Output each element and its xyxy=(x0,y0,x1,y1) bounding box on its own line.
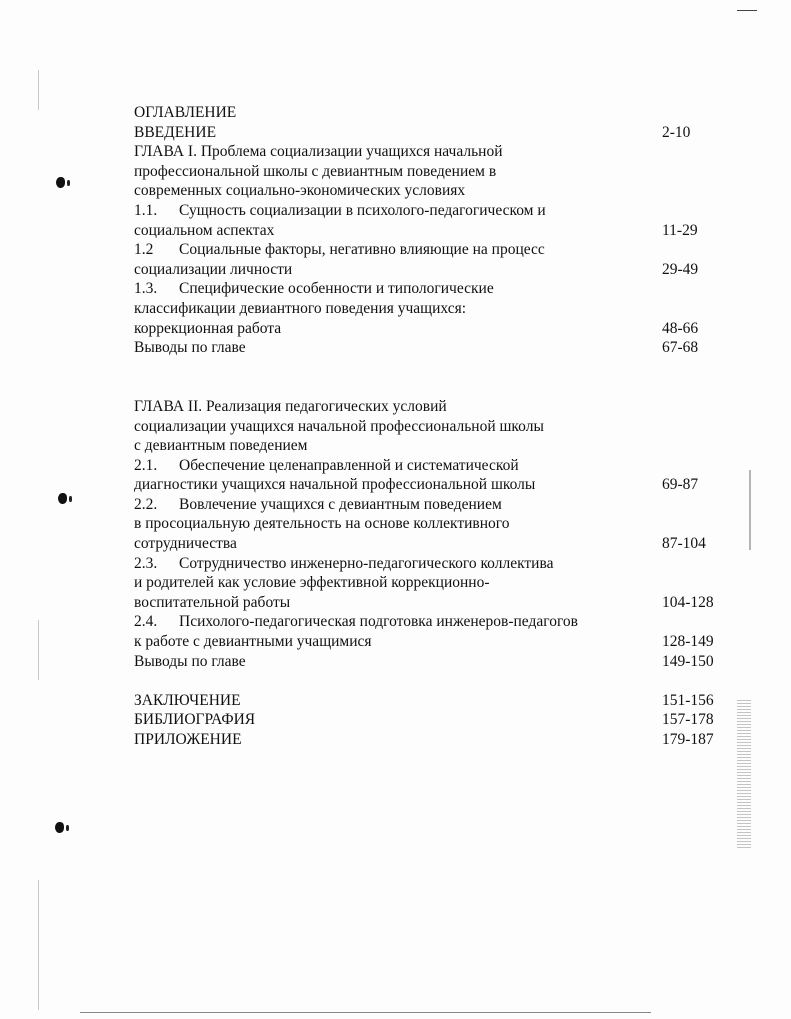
scan-edge-right xyxy=(749,470,751,550)
toc-page-range: 87-104 xyxy=(662,535,706,553)
toc-entry-appendix xyxy=(134,730,734,750)
scan-edge-left xyxy=(38,880,39,1010)
section-number: 1.2 xyxy=(134,241,154,259)
spacer xyxy=(134,358,734,378)
toc-entry-label: ЗАКЛЮЧЕНИЕ xyxy=(134,691,241,709)
toc-section-line: классификации девиантного поведения учащихся: xyxy=(134,299,467,317)
scan-edge-left xyxy=(38,70,39,110)
spacer xyxy=(134,671,734,691)
toc-section-line: 2.3. Сотрудничество инженерно-педагогического коллектива xyxy=(134,554,554,572)
chapter-title-line: с девиантным поведением xyxy=(134,437,308,455)
toc-entry-label: Выводы по главе xyxy=(134,339,246,357)
toc-section-line: воспитательной работы 104-128 xyxy=(134,593,714,611)
toc-section-line: 2.4. Психолого-педагогическая подготовка инженеров-педагогов xyxy=(134,613,578,631)
section-number: 1.3. xyxy=(134,280,158,298)
section-number: 1.1. xyxy=(134,201,158,219)
toc-section-line: к работе с девиантными учащимися 128-149 xyxy=(134,633,714,651)
toc-section-line: социальном аспектах 11-29 xyxy=(134,221,698,239)
table-of-contents xyxy=(134,103,734,750)
toc-section-line: 1.3. Специфические особенности и типологические xyxy=(134,280,494,298)
chapter-title-line: социализации учащихся начальной профессиональной школы xyxy=(134,417,544,435)
toc-page-range: 67-68 xyxy=(662,339,699,357)
chapter-title-line: профессиональной школы с девиантным поведением в xyxy=(134,162,497,180)
toc-page-range: 48-66 xyxy=(662,319,699,337)
toc-entry-conclusions xyxy=(134,652,734,672)
scan-mark-top xyxy=(737,10,757,11)
toc-page-range: 128-149 xyxy=(662,633,714,651)
punch-hole xyxy=(56,177,65,188)
scan-smudge xyxy=(737,700,751,850)
toc-section-line: и родителей как условие эффективной коррекционно- xyxy=(134,574,490,592)
toc-page-range: 151-156 xyxy=(662,691,714,709)
toc-page-range: 157-178 xyxy=(662,711,714,729)
toc-section-line: 2.1. Обеспечение целенаправленной и систематической xyxy=(134,456,519,474)
toc-section-line: 1.2 Социальные факторы, негативно влияющие на процесс xyxy=(134,241,545,259)
toc-entry-intro xyxy=(134,123,734,143)
toc-entry-bibliography xyxy=(134,710,734,730)
toc-section-line: коррекционная работа 48-66 xyxy=(134,319,699,337)
toc-entry-conclusions xyxy=(134,338,734,358)
toc-section-line: диагностики учащихся начальной профессиональной школы 69-87 xyxy=(134,476,699,494)
section-number: 2.2. xyxy=(134,495,158,513)
punch-hole xyxy=(55,822,64,833)
chapter-title-line: ГЛАВА II. Реализация педагогических условий xyxy=(134,397,447,415)
toc-section-line: в просоциальную деятельность на основе коллективного xyxy=(134,515,510,533)
section-number: 2.3. xyxy=(134,554,158,572)
spacer xyxy=(134,377,734,397)
scan-edge-left xyxy=(38,620,39,680)
toc-section-line: 2.2. Вовлечение учащихся с девиантным поведением xyxy=(134,495,502,513)
toc-section-line: социализации личности 29-49 xyxy=(134,260,699,278)
punch-hole xyxy=(58,493,67,504)
section-number: 2.4. xyxy=(134,613,158,631)
toc-section-line: 1.1. Сущность социализации в психолого-педагогическом и xyxy=(134,201,546,219)
toc-page-range: 149-150 xyxy=(662,652,714,670)
scan-edge-bottom xyxy=(80,1012,651,1013)
toc-page-range: 11-29 xyxy=(662,221,698,239)
toc-page-range: 2-10 xyxy=(662,123,691,141)
toc-entry-conclusion xyxy=(134,691,734,711)
chapter-title-line: ГЛАВА I. Проблема социализации учащихся начальной xyxy=(134,143,503,161)
toc-entry-label: Выводы по главе xyxy=(134,652,246,670)
toc-page-range: 69-87 xyxy=(662,476,699,494)
section-number: 2.1. xyxy=(134,456,158,474)
toc-entry-label: ВВЕДЕНИЕ xyxy=(134,123,217,141)
toc-section-line: сотрудничества 87-104 xyxy=(134,535,706,553)
toc-entry-label: ПРИЛОЖЕНИЕ xyxy=(134,731,242,748)
toc-page-range: 179-187 xyxy=(662,731,714,748)
toc-entry-label: БИБЛИОГРАФИЯ xyxy=(134,711,256,729)
toc-page-range: 29-49 xyxy=(662,260,699,278)
chapter-title-line: современных социально-экономических условиях xyxy=(134,182,466,200)
toc-title: ОГЛАВЛЕНИЕ xyxy=(134,104,237,121)
toc-page-range: 104-128 xyxy=(662,593,714,611)
